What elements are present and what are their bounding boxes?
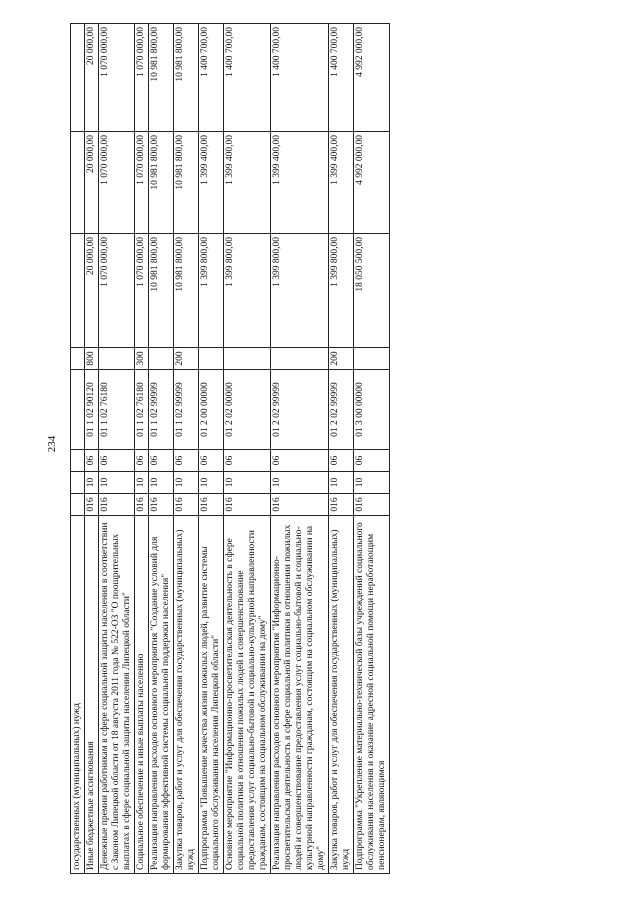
name-cell: Подпрограмма "Повышение качества жизни пожилых людей, развитие системы социального обслуживания населения Липецкой области" (199, 516, 224, 874)
amount-year1-cell: 20 000,00 (85, 234, 99, 348)
amount-year3-cell (71, 24, 85, 132)
admin-code-cell: 016 (224, 494, 271, 516)
name-cell: Социальное обеспечение и иные выплаты населению (135, 516, 149, 874)
table-row (135, 24, 149, 874)
admin-code-cell: 016 (149, 494, 174, 516)
amount-year1-cell: 10 981 800,00 (149, 234, 174, 348)
expense-type-cell (271, 348, 329, 370)
table-body (71, 24, 390, 874)
name-cell: Основное мероприятие "Информационно-просветительская деятельность в сфере социальной политики в отношении пожилых людей и совершенствование предоставления услуг социально-бытовой и социально-культурной направленности гражданам, состоящим на социальном обслуживании на дому" (224, 516, 271, 874)
admin-code-cell: 016 (354, 494, 390, 516)
section-cell: 10 (174, 472, 199, 494)
admin-code-cell: 016 (85, 494, 99, 516)
expense-type-cell: 200 (329, 348, 354, 370)
amount-year1-cell: 1 399 800,00 (329, 234, 354, 348)
target-article-cell: 01 1 02 99999 (149, 370, 174, 450)
rotated-table-wrapper (70, 24, 620, 874)
amount-year1-cell: 1 070 000,00 (99, 234, 135, 348)
amount-year2-cell: 10 981 800,00 (149, 132, 174, 234)
expense-type-cell (149, 348, 174, 370)
table-row (354, 24, 390, 874)
amount-year2-cell: 1 399 400,00 (224, 132, 271, 234)
subsection-cell: 06 (85, 450, 99, 472)
admin-code-cell: 016 (199, 494, 224, 516)
expense-type-cell: 200 (174, 348, 199, 370)
subsection-cell: 06 (224, 450, 271, 472)
expense-type-cell (71, 348, 85, 370)
section-cell: 10 (149, 472, 174, 494)
amount-year3-cell: 1 070 000,00 (99, 24, 135, 132)
amount-year3-cell: 10 981 800,00 (174, 24, 199, 132)
expense-type-cell (99, 348, 135, 370)
table-row (199, 24, 224, 874)
amount-year2-cell: 1 399 400,00 (271, 132, 329, 234)
amount-year2-cell: 20 000,00 (85, 132, 99, 234)
target-article-cell: 01 2 00 00000 (199, 370, 224, 450)
section-cell: 10 (85, 472, 99, 494)
amount-year3-cell: 10 981 800,00 (149, 24, 174, 132)
amount-year1-cell: 1 399 800,00 (224, 234, 271, 348)
table-row (224, 24, 271, 874)
table-row (85, 24, 99, 874)
name-cell: Реализация направления расходов основного мероприятия "Создание условий для формирования эффективной системы социальной поддержки населения" (149, 516, 174, 874)
amount-year2-cell: 1 070 000,00 (135, 132, 149, 234)
expense-type-cell (224, 348, 271, 370)
amount-year3-cell: 1 400 700,00 (199, 24, 224, 132)
amount-year3-cell: 1 400 700,00 (271, 24, 329, 132)
admin-code-cell (71, 494, 85, 516)
amount-year3-cell: 1 400 700,00 (329, 24, 354, 132)
amount-year1-cell (71, 234, 85, 348)
target-article-cell: 01 1 02 76180 (99, 370, 135, 450)
section-cell: 10 (224, 472, 271, 494)
table-row (71, 24, 85, 874)
target-article-cell (71, 370, 85, 450)
target-article-cell: 01 3 00 00000 (354, 370, 390, 450)
subsection-cell: 06 (135, 450, 149, 472)
amount-year2-cell: 1 399 400,00 (199, 132, 224, 234)
target-article-cell: 01 2 02 00000 (224, 370, 271, 450)
name-cell: Закупка товаров, работ и услуг для обеспечения государственных (муниципальных) нужд (174, 516, 199, 874)
section-cell (71, 472, 85, 494)
page-number: 234 (46, 435, 58, 453)
table-row (99, 24, 135, 874)
amount-year1-cell: 10 981 800,00 (174, 234, 199, 348)
target-article-cell: 01 1 02 76180 (135, 370, 149, 450)
subsection-cell: 06 (174, 450, 199, 472)
target-article-cell: 01 1 02 99999 (174, 370, 199, 450)
amount-year2-cell: 10 981 800,00 (174, 132, 199, 234)
amount-year2-cell: 4 992 000,00 (354, 132, 390, 234)
amount-year1-cell: 1 399 800,00 (271, 234, 329, 348)
subsection-cell: 06 (149, 450, 174, 472)
target-article-cell: 01 2 02 99999 (329, 370, 354, 450)
section-cell: 10 (329, 472, 354, 494)
subsection-cell: 06 (199, 450, 224, 472)
name-cell: Денежные премии работникам в сфере социальной защиты населения в соответствии с Законом Липецкой области от 18 августа 2011 года № 522-ОЗ "О поощрительных выплатах в сфере социальной защиты населения Липецкой области" (99, 516, 135, 874)
admin-code-cell: 016 (99, 494, 135, 516)
subsection-cell: 06 (354, 450, 390, 472)
expense-type-cell: 300 (135, 348, 149, 370)
amount-year1-cell: 18 050 500,00 (354, 234, 390, 348)
amount-year1-cell: 1 070 000,00 (135, 234, 149, 348)
section-cell: 10 (135, 472, 149, 494)
name-cell: Закупка товаров, работ и услуг для обеспечения государственных (муниципальных) нужд (329, 516, 354, 874)
subsection-cell (71, 450, 85, 472)
table-row (149, 24, 174, 874)
admin-code-cell: 016 (329, 494, 354, 516)
name-cell: Иные бюджетные ассигнования (85, 516, 99, 874)
amount-year2-cell (71, 132, 85, 234)
expense-type-cell (354, 348, 390, 370)
budget-table (70, 23, 390, 874)
subsection-cell: 06 (271, 450, 329, 472)
amount-year3-cell: 1 400 700,00 (224, 24, 271, 132)
amount-year3-cell: 4 992 000,00 (354, 24, 390, 132)
target-article-cell: 01 2 02 99999 (271, 370, 329, 450)
expense-type-cell (199, 348, 224, 370)
table-row (329, 24, 354, 874)
admin-code-cell: 016 (135, 494, 149, 516)
table-row (174, 24, 199, 874)
subsection-cell: 06 (329, 450, 354, 472)
table-row (271, 24, 329, 874)
amount-year2-cell: 1 399 400,00 (329, 132, 354, 234)
subsection-cell: 06 (99, 450, 135, 472)
section-cell: 10 (354, 472, 390, 494)
amount-year3-cell: 20 000,00 (85, 24, 99, 132)
amount-year2-cell: 1 070 000,00 (99, 132, 135, 234)
section-cell: 10 (271, 472, 329, 494)
amount-year3-cell: 1 070 000,00 (135, 24, 149, 132)
expense-type-cell: 800 (85, 348, 99, 370)
section-cell: 10 (199, 472, 224, 494)
amount-year1-cell: 1 399 800,00 (199, 234, 224, 348)
name-cell: Реализация направления расходов основного мероприятия "Информационно-просветительская деятельность в сфере социальной политики в отношении пожилых людей и совершенствование предоставления услуг социально-бытовой и социально-культурной направленности гражданам, состоящим на социальном обслуживании на дому" (271, 516, 329, 874)
admin-code-cell: 016 (271, 494, 329, 516)
admin-code-cell: 016 (174, 494, 199, 516)
name-cell: Подпрограмма "Укрепление материально-технической базы учреждений социального обслуживания населения и оказание адресной социальной помощи неработающим пенсионерам, являющимся (354, 516, 390, 874)
name-cell: государственных (муниципальных) нужд (71, 516, 85, 874)
section-cell: 10 (99, 472, 135, 494)
target-article-cell: 01 1 02 90120 (85, 370, 99, 450)
